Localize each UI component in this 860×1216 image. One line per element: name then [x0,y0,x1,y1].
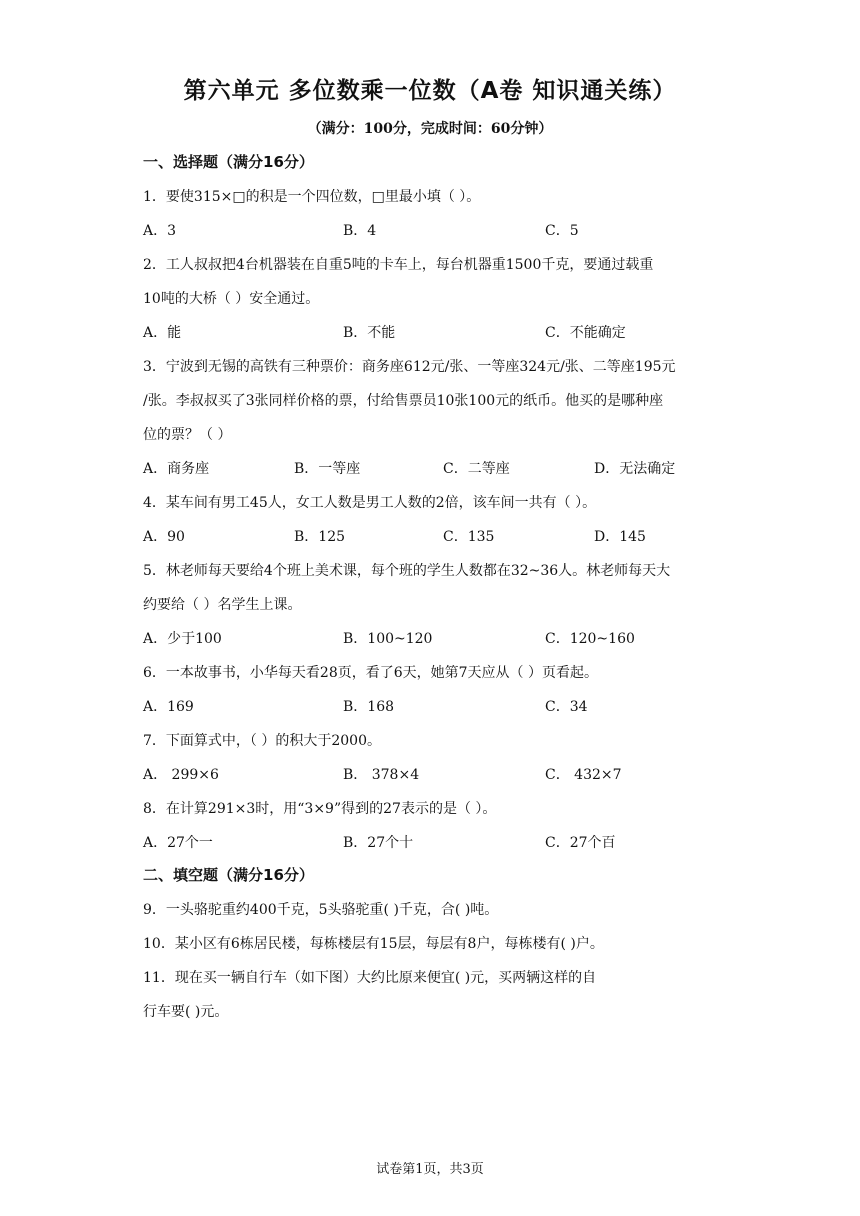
question-6: 6．一本故事书，小华每天看28页，看了6天，她第7天应从（ ）页看起。 [143,665,598,681]
section-heading-fill: 二、填空题（满分16分） [143,866,314,884]
q3-option-c: C．二等座 [443,461,510,477]
q7-option-b: B． 378×4 [343,767,420,783]
q4-option-a: A．90 [143,529,185,545]
q2-option-c: C．不能确定 [545,325,626,341]
question-4: 4．某车间有男工45人，女工人数是男工人数的2倍，该车间一共有（ ）。 [143,495,597,511]
q4-option-d: D．145 [594,529,646,545]
question-8: 8．在计算291×3时，用“3×9”得到的27表示的是（ ）。 [143,801,497,817]
q5-option-c: C．120~160 [545,631,635,647]
q1-option-c: C．5 [545,223,579,239]
q3-option-d: D．无法确定 [594,461,676,477]
q6-option-b: B．168 [343,699,395,715]
q4-option-c: C．135 [443,529,495,545]
question-3-line-1: 3．宁波到无锡的高铁有三种票价：商务座612元/张、一等座324元/张、二等座195元 [143,359,676,375]
question-2-line-2: 10吨的大桥（ ）安全通过。 [143,291,320,307]
question-11-line-2: 行车要( )元。 [143,1004,229,1020]
question-3-line-3: 位的票？（ ） [143,427,232,443]
question-7: 7．下面算式中，（ ）的积大于2000。 [143,733,381,749]
question-10: 10．某小区有6栋居民楼，每栋楼层有15层，每层有8户，每栋楼有( )户。 [143,936,604,952]
q3-option-a: A．商务座 [143,461,210,477]
question-1: 1．要使315×□的积是一个四位数，□里最小填（ ）。 [143,189,481,205]
q8-option-c: C．27个百 [545,835,616,851]
page-footer: 试卷第1页，共3页 [376,1162,484,1177]
q3-option-b: B．一等座 [294,461,361,477]
q6-option-c: C．34 [545,699,588,715]
q7-option-c: C． 432×7 [545,767,622,783]
question-11-line-1: 11．现在买一辆自行车（如下图）大约比原来便宜( )元，买两辆这样的自 [143,970,597,986]
question-3-line-2: /张。李叔叔买了3张同样价格的票，付给售票员10张100元的纸币。他买的是哪种座 [143,393,664,409]
q5-option-b: B．100~120 [343,631,433,647]
page-title: 第六单元 多位数乘一位数（A卷 知识通关练） [183,78,677,104]
q8-option-a: A．27个一 [143,835,213,851]
q2-option-a: A．能 [143,325,182,341]
q1-option-a: A．3 [143,223,177,239]
section-heading-choice: 一、选择题（满分16分） [143,153,314,171]
q1-option-b: B．4 [343,223,377,239]
q5-option-a: A．少于100 [143,631,222,647]
question-5-line-1: 5．林老师每天要给4个班上美术课，每个班的学生人数都在32~36人。林老师每天大 [143,563,671,579]
q7-option-a: A． 299×6 [143,767,219,783]
question-5-line-2: 约要给（ ）名学生上课。 [143,597,302,613]
question-2-line-1: 2．工人叔叔把4台机器装在自重5吨的卡车上，每台机器重1500千克，要通过载重 [143,257,654,273]
q8-option-b: B．27个十 [343,835,414,851]
question-9: 9．一头骆驼重约400千克，5头骆驼重( )千克，合( )吨。 [143,902,499,918]
q6-option-a: A．169 [143,699,194,715]
q4-option-b: B．125 [294,529,346,545]
page-subtitle: （满分：100分，完成时间：60分钟） [307,121,553,137]
q2-option-b: B．不能 [343,325,396,341]
